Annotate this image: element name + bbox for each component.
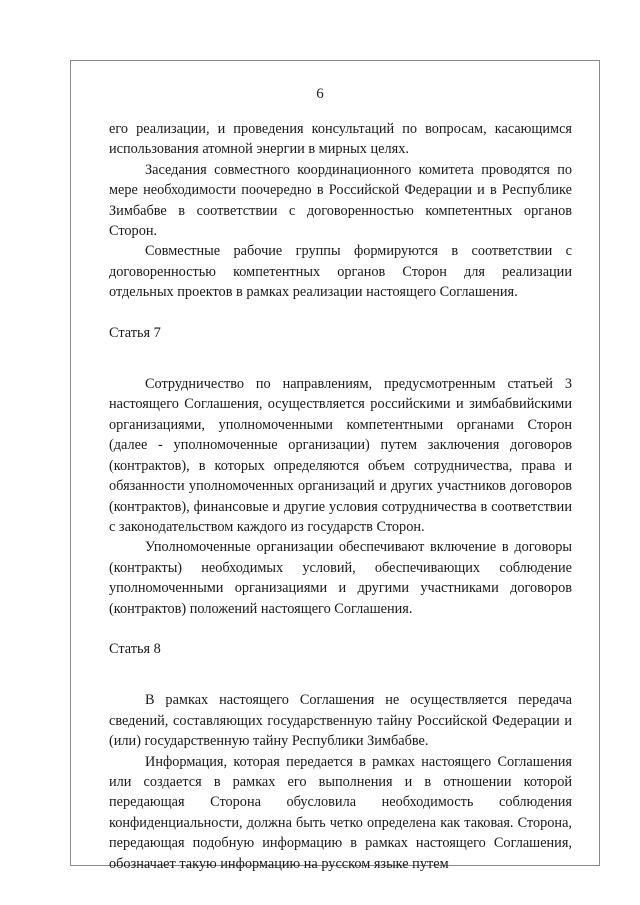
article-8-paragraph-2: Информация, которая передается в рамках настоящего Соглашения или создается в рамках его выполнения и в отношении которой передающая Сторона обусловила необходимость соблюдения конфиденциальности, должна быть четко определена как таковая. Сторона, передающая подобную информацию в рамках настоящего Соглашения, обозначает такую информацию на русском языке путем [109, 753, 572, 872]
paragraph-continuation: его реализации, и проведения консультаций по вопросам, касающимся использования атомной энергии в мирных целях. [109, 121, 572, 158]
article-7-title: Статья 7 [109, 324, 161, 341]
page-number: 6 [316, 86, 324, 102]
document-body [109, 119, 572, 874]
article-7-paragraph-2: Уполномоченные организации обеспечивают включение в договоры (контракты) необходимых условий, обеспечивающих соблюдение уполномоченными организациями и другими участниками договоров (контрактов) положений настоящего Соглашения. [109, 539, 572, 617]
article-8-title: Статья 8 [109, 640, 161, 657]
article-7-paragraph-1: Сотрудничество по направлениям, предусмотренным статьей 3 настоящего Соглашения, осуществляется российскими и зимбабвийскими организациями, уполномоченными компетентными органами Сторон (далее - уполномоченные организации) путем заключения договоров (контрактов), в которых определяются объем сотрудничества, права и обязанности уполномоченных организаций и других участников договоров (контрактов), финансовые и другие условия сотрудничества в соответствии с законодательством каждого из государств Сторон. [109, 376, 572, 535]
paragraph-meetings: Заседания совместного координационного комитета проводятся по мере необходимости поочередно в Российской Федерации и в Республике Зимбабве в соответствии с договоренностью компетентных органов Сторон. [109, 161, 572, 240]
article-8-paragraph-1: В рамках настоящего Соглашения не осуществляется передача сведений, составляющих государственную тайну Российской Федерации и (или) государственную тайну Республики Зимбабве. [109, 692, 572, 750]
paragraph-working-groups: Совместные рабочие группы формируются в соответствии с договоренностью компетентных органов Сторон для реализации отдельных проектов в рамках реализации настоящего Соглашения. [109, 243, 572, 301]
